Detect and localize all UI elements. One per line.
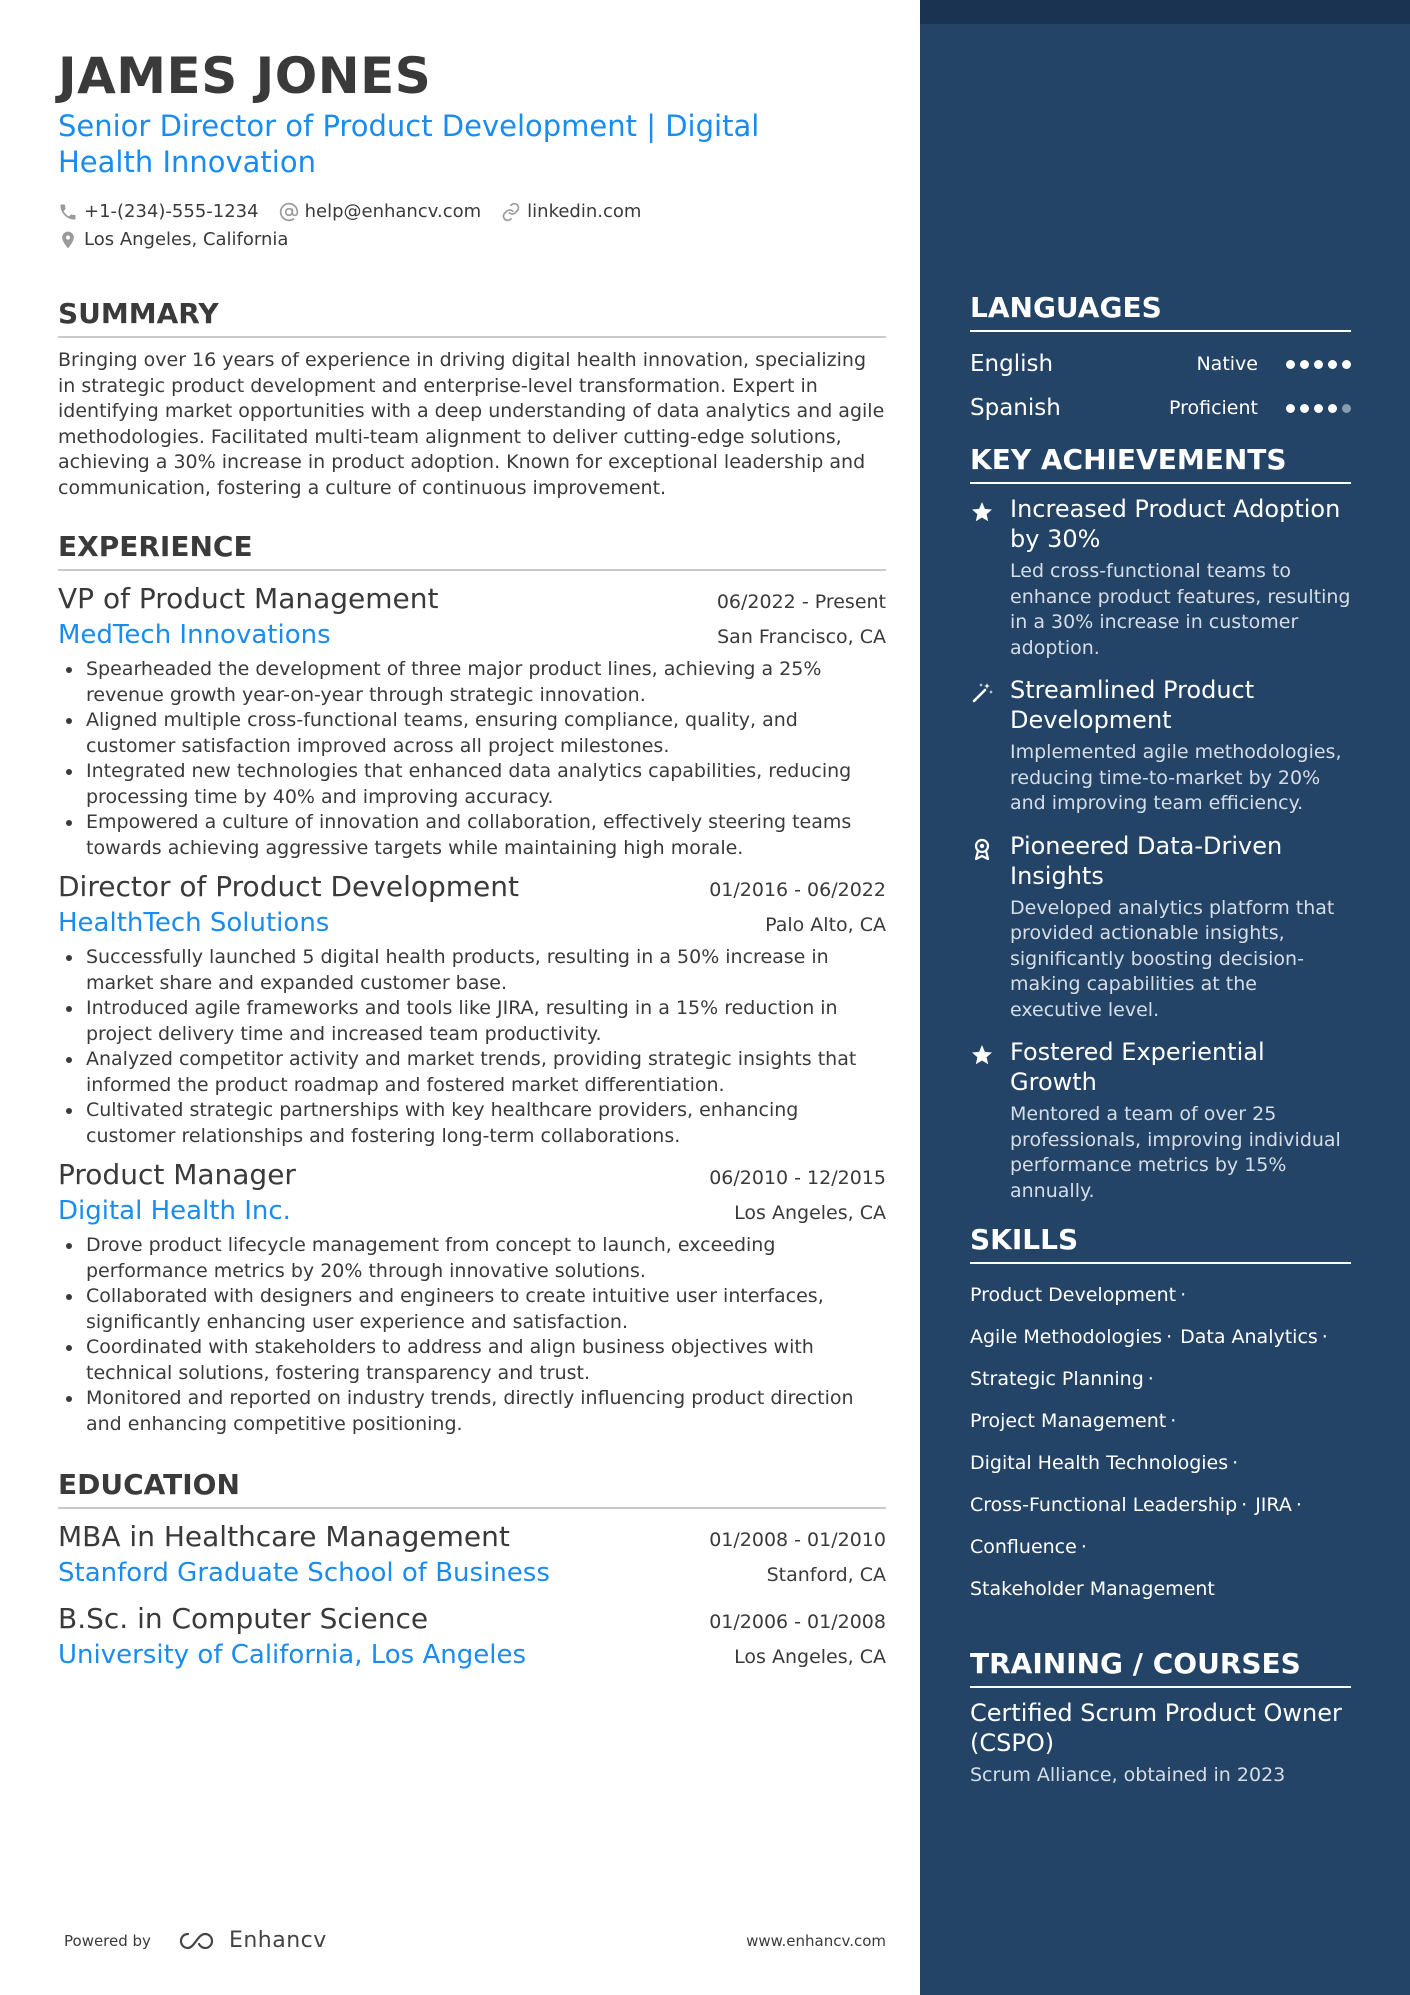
rating-dot (1342, 404, 1351, 413)
company-name: MedTech Innovations (58, 620, 331, 650)
sidebar (970, 290, 1351, 1788)
award-ribbon-icon (970, 837, 994, 861)
list-item: Collaborated with designers and engineers to create intuitive user interfaces, significantly enhancing user experience and satisfaction. (58, 1284, 886, 1335)
school-name: Stanford Graduate School of Business (58, 1558, 550, 1588)
email-contact[interactable] (279, 198, 482, 226)
education-entry (58, 1601, 886, 1673)
achievement-item (970, 1037, 1351, 1204)
skill-tag: Stakeholder Management (970, 1578, 1215, 1600)
achievement-item (970, 494, 1351, 661)
experience-heading: EXPERIENCE (58, 529, 886, 571)
language-row (970, 386, 1351, 430)
achievement-description: Mentored a team of over 25 professionals, improving individual performance metrics by 15% annually. (1010, 1103, 1341, 1202)
job-dates: 01/2016 - 06/2022 (709, 879, 886, 901)
website-link[interactable]: www.enhancv.com (746, 1931, 886, 1950)
training-item (970, 1698, 1351, 1788)
training-title: Certified Scrum Product Owner (CSPO) (970, 1699, 1342, 1757)
location-text: Los Angeles, California (84, 229, 289, 250)
at-sign-icon (279, 202, 299, 222)
rating-dot (1300, 360, 1309, 369)
powered-by (64, 1928, 327, 1953)
achievement-description: Implemented agile methodologies, reducing time-to-market by 20% and improving team efficiency. (1010, 741, 1342, 814)
education-heading: EDUCATION (58, 1467, 886, 1509)
language-level: Proficient (1168, 397, 1258, 419)
star-icon (970, 1043, 994, 1067)
job-title: Director of Product Development (58, 870, 519, 903)
list-item: Monitored and reported on industry trends, directly influencing product direction and enhancing competitive positioning. (58, 1386, 886, 1437)
job-dates: 06/2010 - 12/2015 (709, 1167, 886, 1189)
education-entry (58, 1519, 886, 1591)
rating-dot (1328, 360, 1337, 369)
candidate-headline: Senior Director of Product Development | Digital Health Innovation (58, 109, 760, 179)
infinity-logo-icon (177, 1930, 221, 1952)
powered-by-label: Powered by (64, 1931, 151, 1950)
link-icon (501, 202, 521, 222)
summary-text: Bringing over 16 years of experience in driving digital health innovation, specializing in strategic product development and enterprise-level transformation. Expert in identifying market opportunities with a deep understanding of data analytics and agile methodologies. Facilitated multi-team alignment to deliver cutting-edge solutions, achieving a 30% increase in product adoption. Known for exceptional leadership and communication, fostering a culture of continuous improvement. (58, 349, 885, 499)
phone-number: +1-(234)-555-1234 (84, 201, 259, 222)
rating-dot (1328, 404, 1337, 413)
job-title: Product Manager (58, 1158, 296, 1191)
phone-contact[interactable] (58, 198, 259, 226)
job-location: Los Angeles, CA (734, 1202, 886, 1224)
summary-heading: SUMMARY (58, 296, 886, 338)
achievement-description: Developed analytics platform that provided actionable insights, significantly boosting decision-making capabilities at the executive level. (1010, 896, 1335, 1021)
job-dates: 06/2022 - Present (716, 591, 886, 613)
list-item: Introduced agile frameworks and tools like JIRA, resulting in a 15% reduction in project delivery time and increased team productivity. (58, 996, 886, 1047)
achievements-section (970, 442, 1351, 1204)
job-bullets (58, 657, 886, 861)
brand-name: Enhancv (228, 1928, 327, 1953)
training-section (970, 1646, 1351, 1788)
candidate-name: JAMES JONES (58, 47, 432, 105)
achievement-title: Fostered Experiential Growth (1010, 1038, 1265, 1096)
achievement-item (970, 831, 1351, 1024)
magic-wand-icon (970, 681, 994, 705)
rating-dot (1286, 404, 1295, 413)
achievement-title: Increased Product Adoption by 30% (1010, 495, 1341, 553)
location-pin-icon (58, 230, 78, 250)
languages-section (970, 290, 1351, 430)
skill-tag: Digital Health Technologies · (970, 1452, 1239, 1474)
achievement-description: Led cross-functional teams to enhance product features, resulting in a 30% increase in customer adoption. (1010, 560, 1351, 659)
list-item: Aligned multiple cross-functional teams, ensuring compliance, quality, and customer satisfaction improved across all project milestones. (58, 708, 886, 759)
skill-tag: Confluence · (970, 1536, 1087, 1558)
list-item: Successfully launched 5 digital health products, resulting in a 50% increase in market share and expanded customer base. (58, 945, 886, 996)
skill-tag: Cross-Functional Leadership · (970, 1494, 1248, 1516)
footer (64, 1928, 886, 1953)
skill-tag: Data Analytics · (1180, 1326, 1328, 1348)
experience-entry (58, 1157, 886, 1437)
education-dates: 01/2006 - 01/2008 (709, 1611, 886, 1633)
achievement-title: Streamlined Product Development (1010, 676, 1255, 734)
achievement-item (970, 675, 1351, 817)
contact-info (58, 198, 886, 254)
language-name: English (970, 351, 1054, 377)
language-name: Spanish (970, 395, 1061, 421)
list-item: Coordinated with stakeholders to address and align business objectives with technical solutions, fostering transparency and trust. (58, 1335, 886, 1386)
skill-tag: JIRA · (1255, 1494, 1302, 1516)
job-title: VP of Product Management (58, 582, 439, 615)
school-location: Los Angeles, CA (734, 1646, 886, 1668)
school-location: Stanford, CA (766, 1564, 886, 1586)
location-contact (58, 226, 288, 254)
language-level: Native (1196, 353, 1258, 375)
company-name: HealthTech Solutions (58, 908, 330, 938)
language-rating (1286, 404, 1351, 413)
linkedin-contact[interactable] (501, 198, 641, 226)
list-item: Cultivated strategic partnerships with key healthcare providers, enhancing customer relationships and fostering long-term collaborations. (58, 1098, 886, 1149)
rating-dot (1300, 404, 1309, 413)
email-address: help@enhancv.com (304, 201, 482, 222)
job-bullets (58, 945, 886, 1149)
skill-tag: Product Development · (970, 1284, 1187, 1306)
list-item: Integrated new technologies that enhanced data analytics capabilities, reducing processing time by 40% and improving accuracy. (58, 759, 886, 810)
job-bullets (58, 1233, 886, 1437)
achievements-heading: KEY ACHIEVEMENTS (970, 442, 1351, 484)
training-heading: TRAINING / COURSES (970, 1646, 1351, 1688)
summary-section (58, 296, 886, 501)
list-item: Drove product lifecycle management from concept to launch, exceeding performance metrics by 20% through innovative solutions. (58, 1233, 886, 1284)
enhancv-logo[interactable] (177, 1928, 327, 1953)
rating-dot (1342, 360, 1351, 369)
skills-section (970, 1222, 1351, 1610)
linkedin-url: linkedin.com (527, 201, 642, 222)
experience-entry (58, 581, 886, 861)
job-location: Palo Alto, CA (765, 914, 886, 936)
list-item: Analyzed competitor activity and market trends, providing strategic insights that informed the product roadmap and fostered market differentiation. (58, 1047, 886, 1098)
training-subtitle: Scrum Alliance, obtained in 2023 (970, 1764, 1286, 1786)
skill-tag: Agile Methodologies · (970, 1326, 1173, 1348)
languages-heading: LANGUAGES (970, 290, 1351, 332)
skills-heading: SKILLS (970, 1222, 1351, 1264)
skill-tag: Strategic Planning · (970, 1368, 1154, 1390)
education-section (58, 1467, 886, 1673)
list-item: Spearheaded the development of three major product lines, achieving a 25% revenue growth year-on-year through strategic innovation. (58, 657, 886, 708)
rating-dot (1314, 360, 1323, 369)
rating-dot (1314, 404, 1323, 413)
rating-dot (1286, 360, 1295, 369)
job-location: San Francisco, CA (717, 626, 886, 648)
skill-tag: Project Management · (970, 1410, 1177, 1432)
main-column (58, 44, 886, 1683)
list-item: Empowered a culture of innovation and collaboration, effectively steering teams towards achieving aggressive targets while maintaining high morale. (58, 810, 886, 861)
sidebar-top-bar (920, 0, 1410, 24)
star-icon (970, 500, 994, 524)
language-row (970, 342, 1351, 386)
degree-title: MBA in Healthcare Management (58, 1520, 510, 1553)
experience-section (58, 529, 886, 1437)
skills-list (970, 1274, 1351, 1610)
degree-title: B.Sc. in Computer Science (58, 1602, 429, 1635)
phone-icon (58, 202, 78, 222)
school-name: University of California, Los Angeles (58, 1640, 527, 1670)
achievement-title: Pioneered Data-Driven Insights (1010, 831, 1283, 890)
education-dates: 01/2008 - 01/2010 (709, 1529, 886, 1551)
language-rating (1286, 360, 1351, 369)
company-name: Digital Health Inc. (58, 1196, 291, 1226)
experience-entry (58, 869, 886, 1149)
